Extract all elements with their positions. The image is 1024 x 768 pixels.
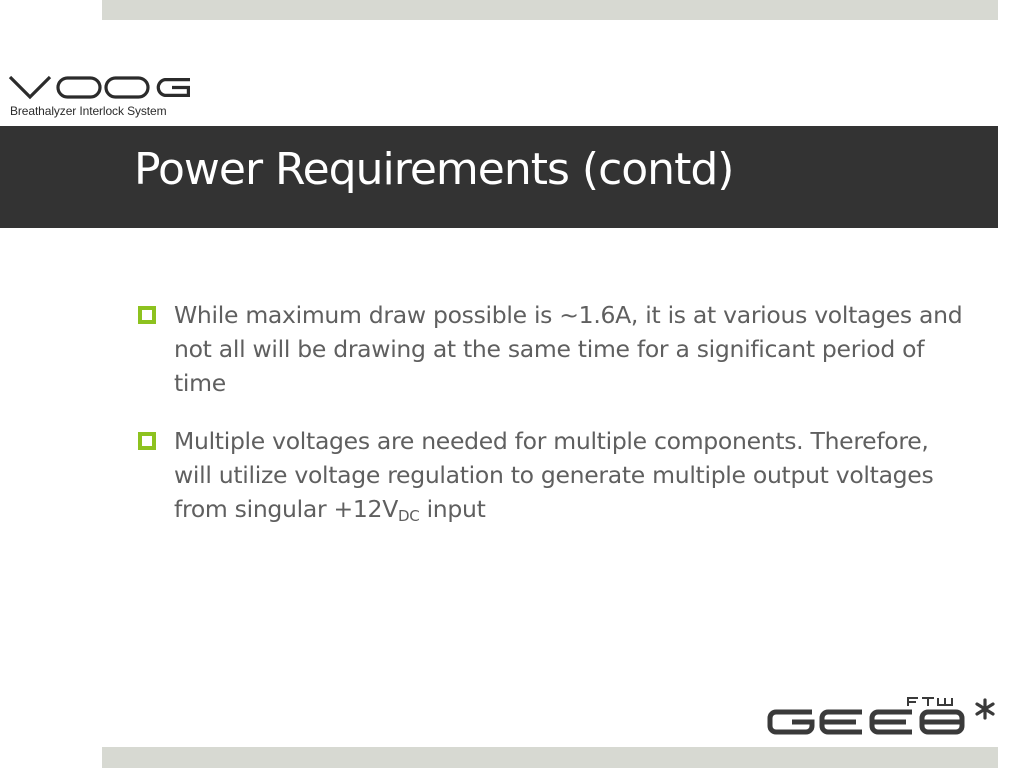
bottom-decorative-bar	[102, 747, 998, 768]
voltage-subscript: DC	[397, 507, 420, 525]
bullet-text: While maximum draw possible is ~1.6A, it is at various voltages and not all will be drawing at the same time for a significant period of time	[174, 301, 963, 397]
bullet-text-tail: input	[419, 495, 486, 523]
square-bullet-icon	[138, 432, 156, 450]
gee8-logo	[766, 694, 1002, 742]
gee8-logo-icon	[766, 694, 1002, 742]
slide-title: Power Requirements (contd)	[134, 144, 734, 195]
voog-logo-icon	[8, 72, 198, 102]
bullet-text-main: Multiple voltages are needed for multiple components. Therefore, will utilize voltage regulation to generate multiple output voltages from singular +12V	[174, 427, 934, 523]
top-decorative-bar	[102, 0, 998, 20]
bullet-item	[136, 298, 966, 400]
logo-subtitle: Breathalyzer Interlock System	[10, 104, 167, 118]
square-bullet-icon	[138, 306, 156, 324]
bullet-text	[174, 427, 933, 523]
bullet-item	[136, 424, 966, 526]
bullet-list	[136, 298, 966, 550]
